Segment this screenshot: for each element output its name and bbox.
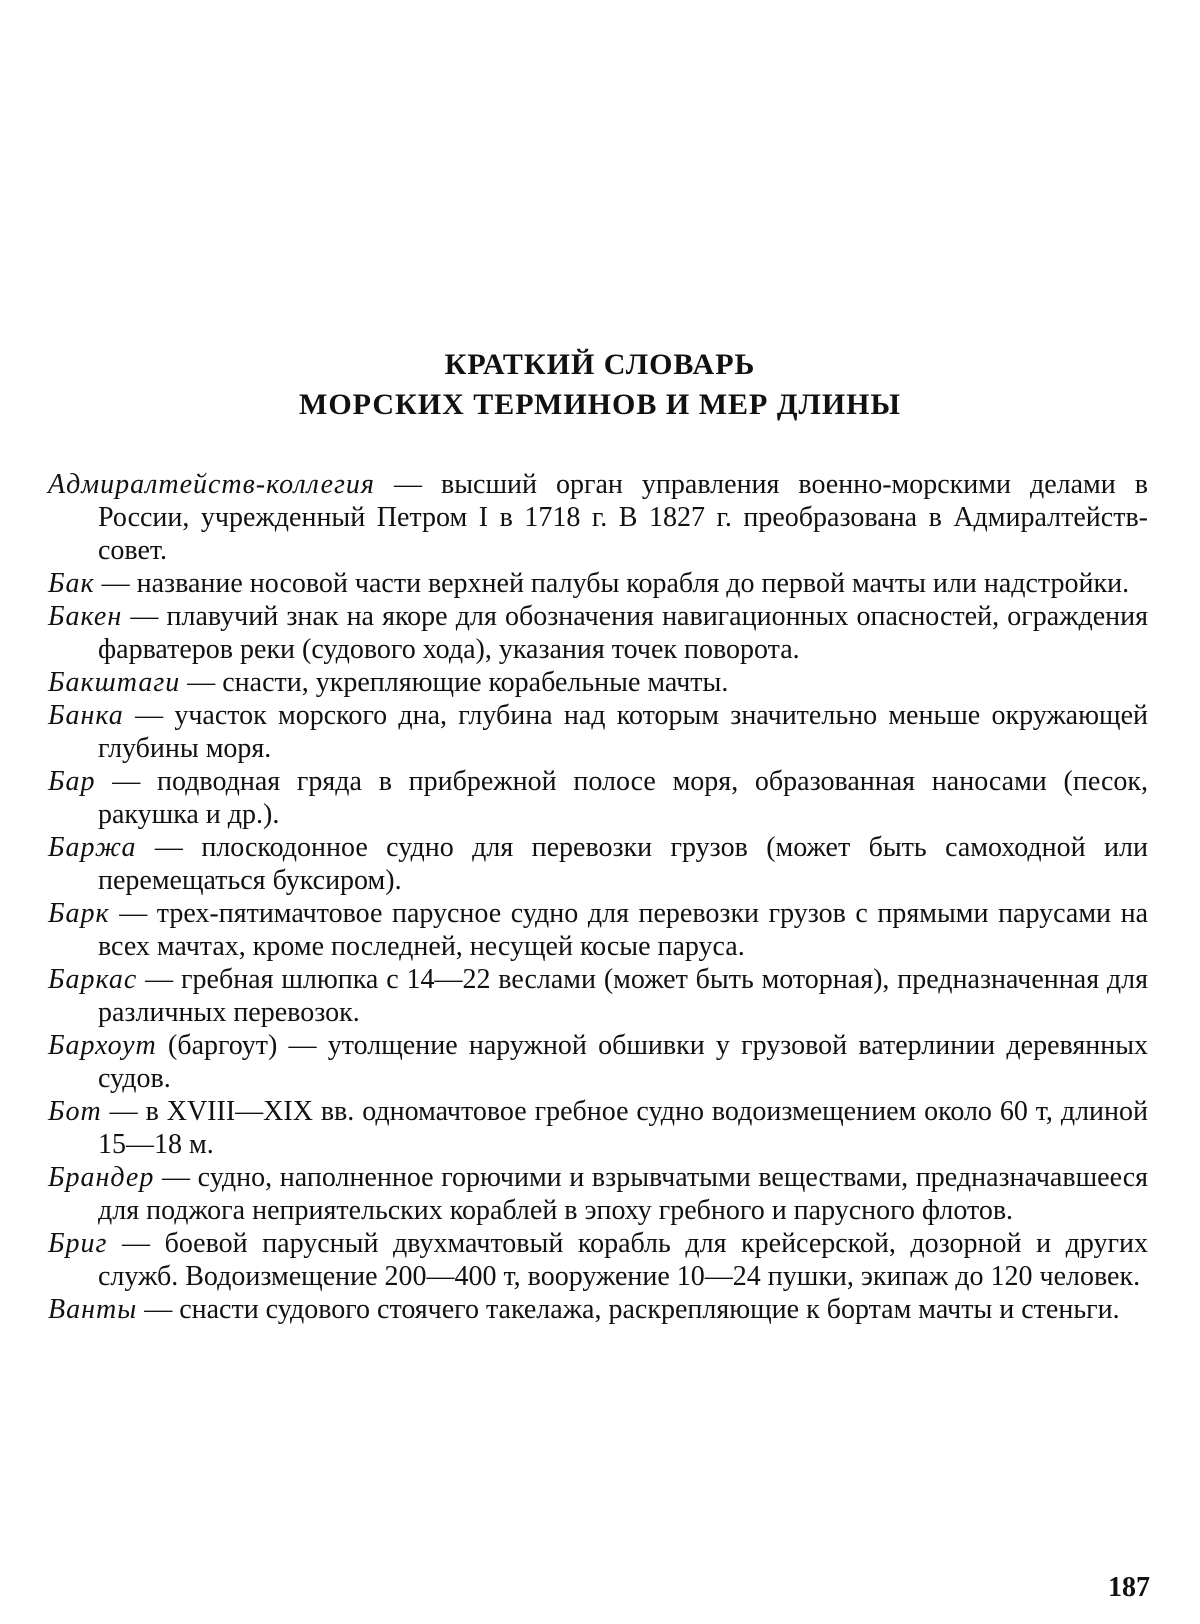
entry-definition: снасти судового стоячего такелажа, раскрепляющие к бортам мачты и стеньги.	[179, 1294, 1120, 1325]
entry-term: Бар	[48, 766, 96, 797]
glossary-entry	[48, 666, 1148, 699]
entry-term: Баркас	[48, 964, 138, 995]
entry-separator: —	[123, 700, 175, 731]
entry-separator: —	[101, 1096, 146, 1127]
entry-separator: —	[154, 1162, 198, 1193]
heading-line-1: КРАТКИЙ СЛОВАРЬ	[444, 348, 756, 381]
entry-term: Адмиралтейств-коллегия	[48, 469, 375, 500]
entry-separator: —	[94, 568, 137, 599]
entry-definition: название носовой части верхней палубы корабля до первой мачты или надстройки.	[136, 568, 1130, 599]
glossary-entry	[48, 567, 1148, 600]
entry-term: Баржа	[48, 832, 137, 863]
entry-definition: в XVIII—XIX вв. одномачтовое гребное судно водоизмещением около 60 т, длиной 15—18 м.	[98, 1096, 1148, 1160]
glossary-entries	[48, 468, 1148, 1326]
entry-term: Бриг	[48, 1228, 108, 1259]
glossary-entry	[48, 600, 1148, 666]
entry-separator: —	[107, 1228, 165, 1259]
glossary-entry	[48, 1293, 1148, 1326]
entry-term: Банка	[48, 700, 124, 731]
entry-definition: трех-пятимачтовое парусное судно для перевозки грузов с прямыми парусами на всех мачтах, кроме последней, несущей косые паруса.	[98, 898, 1148, 962]
entry-separator: —	[136, 832, 202, 863]
glossary-entry	[48, 1161, 1148, 1227]
glossary-entry	[48, 1029, 1148, 1095]
entry-separator: —	[137, 964, 182, 995]
entry-term: Барк	[48, 898, 110, 929]
entry-separator: —	[374, 469, 441, 500]
glossary-entry	[48, 765, 1148, 831]
entry-definition: подводная гряда в прибрежной полосе моря, образованная наносами (песок, ракушка и др.).	[98, 766, 1148, 830]
entry-definition: утолщение наружной обшивки у грузовой ватерлинии деревянных судов.	[98, 1030, 1149, 1094]
entry-separator: —	[122, 601, 167, 632]
entry-separator: —	[180, 667, 223, 698]
glossary-entry	[48, 1095, 1148, 1161]
entry-term: Ванты	[48, 1294, 138, 1325]
entry-term: Бархоут	[48, 1030, 157, 1061]
entry-separator: —	[137, 1294, 180, 1325]
entry-term: Бакштаги	[48, 667, 181, 698]
entry-separator: —	[109, 898, 157, 929]
entry-separator: —	[95, 766, 157, 797]
entry-separator: (баргоут) —	[156, 1030, 328, 1061]
glossary-entry	[48, 897, 1148, 963]
entry-term: Бакен	[48, 601, 123, 632]
entry-term: Брандер	[48, 1162, 155, 1193]
entry-term: Бот	[48, 1096, 102, 1127]
page-number: 187	[1108, 1572, 1150, 1603]
glossary-entry	[48, 831, 1148, 897]
entry-definition: судно, наполненное горючими и взрывчатыми веществами, предназначавшееся для поджога неприятельских кораблей в эпоху гребного и парусного флотов.	[98, 1162, 1148, 1226]
entry-definition: снасти, укрепляющие корабельные мачты.	[222, 667, 729, 698]
glossary-entry	[48, 699, 1148, 765]
entry-term: Бак	[48, 568, 95, 599]
entry-definition: гребная шлюпка с 14—22 веслами (может быть моторная), предназначенная для различных перевозок.	[98, 964, 1149, 1028]
heading-line-2: МОРСКИХ ТЕРМИНОВ И МЕР ДЛИНЫ	[299, 388, 901, 421]
glossary-entry	[48, 468, 1148, 567]
entry-definition: участок морского дна, глубина над которым значительно меньше окружающей глубины моря.	[98, 700, 1149, 764]
entry-definition: плавучий знак на якоре для обозначения навигационных опасностей, ограждения фарватеров реки (судового хода), указания точек поворота.	[98, 601, 1149, 665]
entry-definition: высший орган управления военно-морскими делами в России, учрежденный Петром I в 1718 г. В 1827 г. преобразована в Адмиралтейств-совет.	[98, 469, 1148, 566]
glossary-entry	[48, 1227, 1148, 1293]
entry-definition: боевой парусный двухмачтовый корабль для крейсерской, дозорной и других служб. Водоизмещение 200—400 т, вооружение 10—24 пушки, экипаж до 120 человек.	[98, 1228, 1148, 1292]
glossary-heading	[0, 345, 1200, 425]
entry-definition: плоскодонное судно для перевозки грузов (может быть самоходной или перемещаться буксиром).	[98, 832, 1148, 896]
glossary-entry	[48, 963, 1148, 1029]
